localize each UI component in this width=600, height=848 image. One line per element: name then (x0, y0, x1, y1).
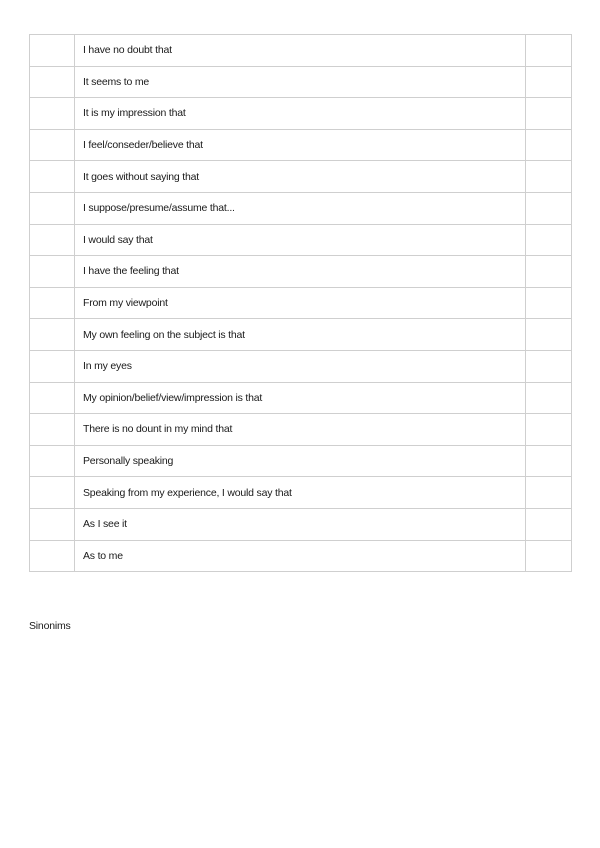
answer-cell (526, 224, 572, 256)
table-row (30, 382, 572, 414)
phrase-cell: I would say that (75, 224, 526, 256)
answer-cell (526, 414, 572, 446)
phrase-cell: I suppose/presume/assume that... (75, 192, 526, 224)
blank-cell (30, 224, 75, 256)
phrases-table-body (30, 35, 572, 572)
phrase-cell: There is no dount in my mind that (75, 414, 526, 446)
blank-cell (30, 508, 75, 540)
table-row (30, 477, 572, 509)
answer-cell (526, 98, 572, 130)
answer-cell (526, 129, 572, 161)
table-row (30, 35, 572, 67)
blank-cell (30, 256, 75, 288)
blank-cell (30, 540, 75, 572)
table-row (30, 445, 572, 477)
table-row (30, 192, 572, 224)
table-row (30, 129, 572, 161)
table-row (30, 66, 572, 98)
table-row (30, 508, 572, 540)
blank-cell (30, 350, 75, 382)
table-row (30, 540, 572, 572)
answer-cell (526, 477, 572, 509)
blank-cell (30, 445, 75, 477)
answer-cell (526, 382, 572, 414)
answer-cell (526, 287, 572, 319)
phrase-cell: In my eyes (75, 350, 526, 382)
answer-cell (526, 319, 572, 351)
table-row (30, 287, 572, 319)
answer-cell (526, 540, 572, 572)
blank-cell (30, 35, 75, 67)
phrase-cell: Speaking from my experience, I would say that (75, 477, 526, 509)
phrases-table (29, 34, 572, 572)
table-row (30, 256, 572, 288)
blank-cell (30, 98, 75, 130)
phrase-cell: It goes without saying that (75, 161, 526, 193)
blank-cell (30, 319, 75, 351)
phrase-cell: My own feeling on the subject is that (75, 319, 526, 351)
answer-cell (526, 161, 572, 193)
phrase-cell: As to me (75, 540, 526, 572)
answer-cell (526, 445, 572, 477)
blank-cell (30, 192, 75, 224)
answer-cell (526, 192, 572, 224)
answer-cell (526, 508, 572, 540)
table-row (30, 224, 572, 256)
phrase-cell: It seems to me (75, 66, 526, 98)
phrase-cell: My opinion/belief/view/impression is that (75, 382, 526, 414)
blank-cell (30, 382, 75, 414)
caption-text: Sinonims (29, 620, 71, 632)
phrase-cell: As I see it (75, 508, 526, 540)
phrase-cell: Personally speaking (75, 445, 526, 477)
phrase-cell: I feel/conseder/believe that (75, 129, 526, 161)
blank-cell (30, 477, 75, 509)
table-row (30, 161, 572, 193)
answer-cell (526, 66, 572, 98)
phrase-cell: I have no doubt that (75, 35, 526, 67)
phrase-cell: It is my impression that (75, 98, 526, 130)
answer-cell (526, 350, 572, 382)
blank-cell (30, 66, 75, 98)
answer-cell (526, 256, 572, 288)
table-row (30, 350, 572, 382)
answer-cell (526, 35, 572, 67)
blank-cell (30, 129, 75, 161)
phrase-cell: I have the feeling that (75, 256, 526, 288)
phrase-cell: From my viewpoint (75, 287, 526, 319)
table-row (30, 414, 572, 446)
table-row (30, 98, 572, 130)
blank-cell (30, 287, 75, 319)
blank-cell (30, 161, 75, 193)
table-row (30, 319, 572, 351)
blank-cell (30, 414, 75, 446)
